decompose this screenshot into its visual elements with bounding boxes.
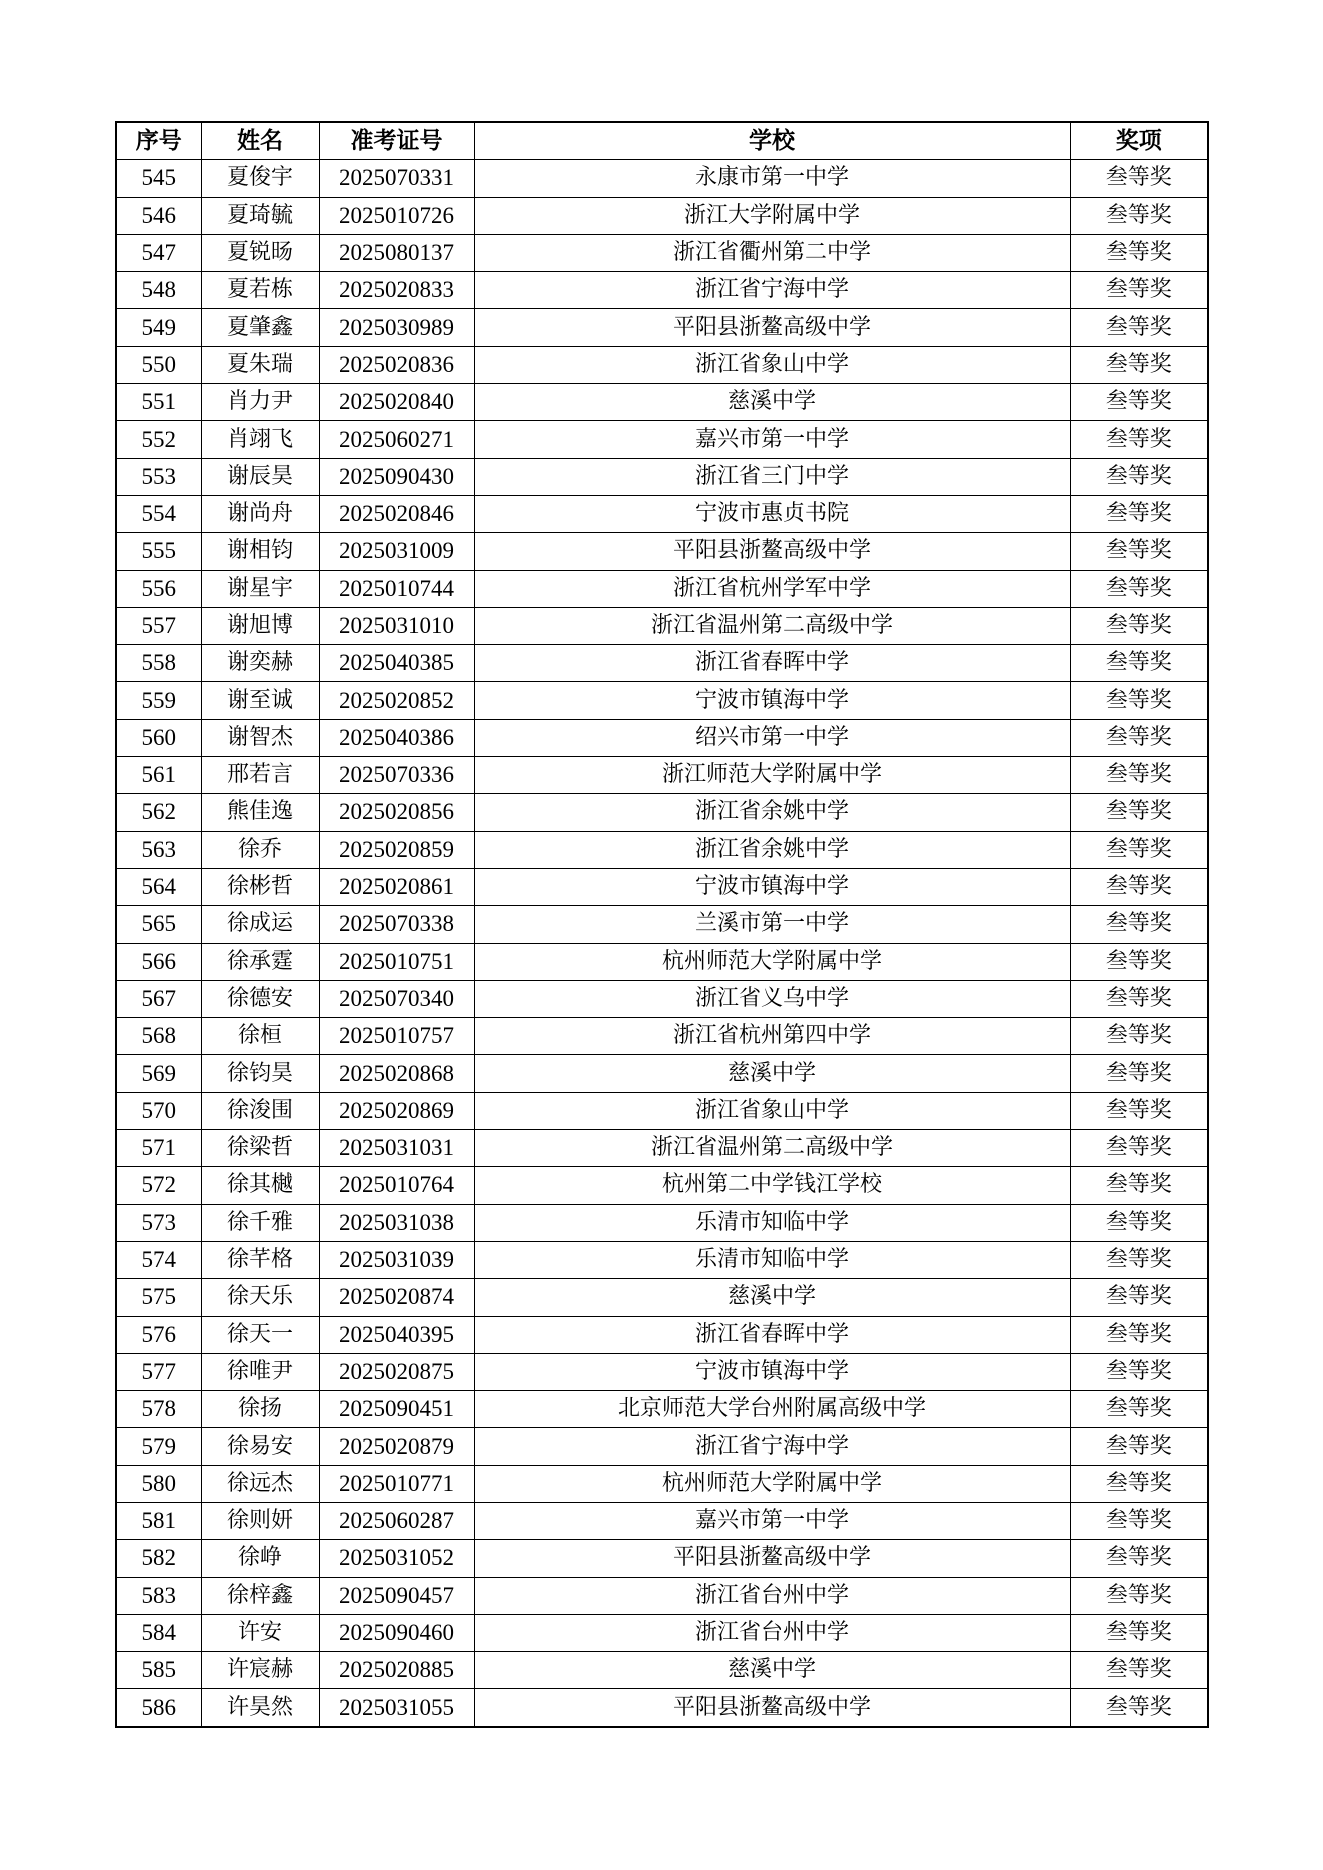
header-award: 奖项 bbox=[1070, 122, 1208, 160]
table-row bbox=[116, 421, 1208, 458]
cell-index: 551 bbox=[116, 384, 201, 421]
cell-exam-id: 2025040386 bbox=[319, 719, 474, 756]
cell-name: 夏若栋 bbox=[201, 272, 319, 309]
cell-school: 兰溪市第一中学 bbox=[474, 906, 1070, 943]
cell-award: 叁等奖 bbox=[1070, 1055, 1208, 1092]
cell-award: 叁等奖 bbox=[1070, 533, 1208, 570]
cell-exam-id: 2025020874 bbox=[319, 1279, 474, 1316]
cell-school: 浙江省义乌中学 bbox=[474, 980, 1070, 1017]
table-row bbox=[116, 1577, 1208, 1614]
cell-exam-id: 2025060271 bbox=[319, 421, 474, 458]
cell-school: 乐清市知临中学 bbox=[474, 1241, 1070, 1278]
cell-award: 叁等奖 bbox=[1070, 1614, 1208, 1651]
table-row bbox=[116, 197, 1208, 234]
cell-school: 慈溪中学 bbox=[474, 384, 1070, 421]
cell-name: 肖翊飞 bbox=[201, 421, 319, 458]
cell-award: 叁等奖 bbox=[1070, 458, 1208, 495]
cell-exam-id: 2025090451 bbox=[319, 1391, 474, 1428]
cell-award: 叁等奖 bbox=[1070, 1577, 1208, 1614]
cell-exam-id: 2025020859 bbox=[319, 831, 474, 868]
cell-name: 徐成运 bbox=[201, 906, 319, 943]
cell-award: 叁等奖 bbox=[1070, 309, 1208, 346]
table-row bbox=[116, 533, 1208, 570]
cell-name: 夏朱瑞 bbox=[201, 346, 319, 383]
table-row bbox=[116, 346, 1208, 383]
table-row bbox=[116, 1391, 1208, 1428]
cell-index: 584 bbox=[116, 1614, 201, 1651]
cell-exam-id: 2025010751 bbox=[319, 943, 474, 980]
table-row bbox=[116, 831, 1208, 868]
cell-award: 叁等奖 bbox=[1070, 1540, 1208, 1577]
cell-school: 平阳县浙鳌高级中学 bbox=[474, 309, 1070, 346]
cell-school: 宁波市惠贞书院 bbox=[474, 495, 1070, 532]
table-row bbox=[116, 384, 1208, 421]
cell-school: 杭州师范大学附属中学 bbox=[474, 943, 1070, 980]
cell-school: 平阳县浙鳌高级中学 bbox=[474, 1689, 1070, 1727]
cell-index: 581 bbox=[116, 1502, 201, 1539]
table-row bbox=[116, 1465, 1208, 1502]
cell-index: 567 bbox=[116, 980, 201, 1017]
cell-name: 夏琦毓 bbox=[201, 197, 319, 234]
cell-name: 徐易安 bbox=[201, 1428, 319, 1465]
cell-school: 宁波市镇海中学 bbox=[474, 682, 1070, 719]
cell-name: 谢智杰 bbox=[201, 719, 319, 756]
cell-index: 555 bbox=[116, 533, 201, 570]
cell-award: 叁等奖 bbox=[1070, 1130, 1208, 1167]
table-row bbox=[116, 272, 1208, 309]
cell-award: 叁等奖 bbox=[1070, 1316, 1208, 1353]
cell-exam-id: 2025080137 bbox=[319, 234, 474, 271]
cell-exam-id: 2025020868 bbox=[319, 1055, 474, 1092]
cell-award: 叁等奖 bbox=[1070, 682, 1208, 719]
cell-award: 叁等奖 bbox=[1070, 384, 1208, 421]
cell-award: 叁等奖 bbox=[1070, 421, 1208, 458]
cell-exam-id: 2025020885 bbox=[319, 1652, 474, 1689]
cell-school: 嘉兴市第一中学 bbox=[474, 421, 1070, 458]
cell-exam-id: 2025010744 bbox=[319, 570, 474, 607]
cell-school: 慈溪中学 bbox=[474, 1055, 1070, 1092]
cell-school: 浙江省象山中学 bbox=[474, 346, 1070, 383]
cell-name: 徐乔 bbox=[201, 831, 319, 868]
cell-exam-id: 2025020840 bbox=[319, 384, 474, 421]
cell-school: 慈溪中学 bbox=[474, 1652, 1070, 1689]
cell-index: 575 bbox=[116, 1279, 201, 1316]
cell-school: 嘉兴市第一中学 bbox=[474, 1502, 1070, 1539]
cell-exam-id: 2025090460 bbox=[319, 1614, 474, 1651]
cell-school: 慈溪中学 bbox=[474, 1279, 1070, 1316]
table-row bbox=[116, 570, 1208, 607]
cell-index: 579 bbox=[116, 1428, 201, 1465]
cell-award: 叁等奖 bbox=[1070, 1167, 1208, 1204]
cell-index: 582 bbox=[116, 1540, 201, 1577]
cell-exam-id: 2025031038 bbox=[319, 1204, 474, 1241]
cell-index: 562 bbox=[116, 794, 201, 831]
table-row bbox=[116, 1614, 1208, 1651]
table-row bbox=[116, 1092, 1208, 1129]
header-index: 序号 bbox=[116, 122, 201, 160]
table-row bbox=[116, 1652, 1208, 1689]
cell-school: 绍兴市第一中学 bbox=[474, 719, 1070, 756]
cell-school: 浙江省杭州第四中学 bbox=[474, 1018, 1070, 1055]
cell-name: 徐钧昊 bbox=[201, 1055, 319, 1092]
cell-index: 573 bbox=[116, 1204, 201, 1241]
cell-name: 徐彬哲 bbox=[201, 868, 319, 905]
cell-school: 宁波市镇海中学 bbox=[474, 868, 1070, 905]
cell-name: 谢至诚 bbox=[201, 682, 319, 719]
cell-award: 叁等奖 bbox=[1070, 1428, 1208, 1465]
table-row bbox=[116, 160, 1208, 197]
cell-award: 叁等奖 bbox=[1070, 757, 1208, 794]
cell-name: 谢旭博 bbox=[201, 607, 319, 644]
cell-exam-id: 2025020875 bbox=[319, 1353, 474, 1390]
cell-name: 徐梓鑫 bbox=[201, 1577, 319, 1614]
table-row bbox=[116, 906, 1208, 943]
cell-school: 永康市第一中学 bbox=[474, 160, 1070, 197]
cell-name: 徐德安 bbox=[201, 980, 319, 1017]
table-row bbox=[116, 458, 1208, 495]
cell-index: 560 bbox=[116, 719, 201, 756]
cell-exam-id: 2025031039 bbox=[319, 1241, 474, 1278]
cell-index: 577 bbox=[116, 1353, 201, 1390]
cell-name: 夏肇鑫 bbox=[201, 309, 319, 346]
cell-name: 许宸赫 bbox=[201, 1652, 319, 1689]
cell-index: 566 bbox=[116, 943, 201, 980]
cell-exam-id: 2025010757 bbox=[319, 1018, 474, 1055]
cell-name: 夏俊宇 bbox=[201, 160, 319, 197]
cell-exam-id: 2025020852 bbox=[319, 682, 474, 719]
table-row bbox=[116, 1241, 1208, 1278]
cell-school: 浙江师范大学附属中学 bbox=[474, 757, 1070, 794]
cell-index: 570 bbox=[116, 1092, 201, 1129]
cell-school: 乐清市知临中学 bbox=[474, 1204, 1070, 1241]
table-row bbox=[116, 794, 1208, 831]
cell-index: 546 bbox=[116, 197, 201, 234]
cell-exam-id: 2025040385 bbox=[319, 645, 474, 682]
table-row bbox=[116, 719, 1208, 756]
cell-award: 叁等奖 bbox=[1070, 1279, 1208, 1316]
cell-award: 叁等奖 bbox=[1070, 980, 1208, 1017]
cell-name: 谢尚舟 bbox=[201, 495, 319, 532]
table-row bbox=[116, 682, 1208, 719]
cell-school: 浙江省宁海中学 bbox=[474, 272, 1070, 309]
cell-school: 浙江省三门中学 bbox=[474, 458, 1070, 495]
cell-name: 徐其樾 bbox=[201, 1167, 319, 1204]
table-body bbox=[116, 160, 1208, 1727]
cell-index: 558 bbox=[116, 645, 201, 682]
cell-exam-id: 2025070331 bbox=[319, 160, 474, 197]
cell-award: 叁等奖 bbox=[1070, 1502, 1208, 1539]
cell-name: 谢相钧 bbox=[201, 533, 319, 570]
cell-index: 565 bbox=[116, 906, 201, 943]
cell-school: 浙江省春晖中学 bbox=[474, 645, 1070, 682]
cell-index: 585 bbox=[116, 1652, 201, 1689]
cell-school: 杭州师范大学附属中学 bbox=[474, 1465, 1070, 1502]
cell-award: 叁等奖 bbox=[1070, 234, 1208, 271]
cell-name: 邢若言 bbox=[201, 757, 319, 794]
cell-exam-id: 2025031010 bbox=[319, 607, 474, 644]
cell-award: 叁等奖 bbox=[1070, 1391, 1208, 1428]
cell-award: 叁等奖 bbox=[1070, 1652, 1208, 1689]
cell-school: 浙江省象山中学 bbox=[474, 1092, 1070, 1129]
table-row bbox=[116, 1689, 1208, 1727]
cell-award: 叁等奖 bbox=[1070, 868, 1208, 905]
cell-index: 556 bbox=[116, 570, 201, 607]
cell-index: 559 bbox=[116, 682, 201, 719]
cell-award: 叁等奖 bbox=[1070, 943, 1208, 980]
header-row bbox=[116, 122, 1208, 160]
cell-award: 叁等奖 bbox=[1070, 1204, 1208, 1241]
cell-award: 叁等奖 bbox=[1070, 906, 1208, 943]
cell-award: 叁等奖 bbox=[1070, 160, 1208, 197]
table-row bbox=[116, 1540, 1208, 1577]
cell-school: 平阳县浙鳌高级中学 bbox=[474, 533, 1070, 570]
cell-school: 浙江省余姚中学 bbox=[474, 831, 1070, 868]
cell-exam-id: 2025031031 bbox=[319, 1130, 474, 1167]
cell-index: 545 bbox=[116, 160, 201, 197]
cell-exam-id: 2025010764 bbox=[319, 1167, 474, 1204]
cell-index: 578 bbox=[116, 1391, 201, 1428]
cell-exam-id: 2025070336 bbox=[319, 757, 474, 794]
cell-award: 叁等奖 bbox=[1070, 831, 1208, 868]
cell-exam-id: 2025090457 bbox=[319, 1577, 474, 1614]
table-row bbox=[116, 309, 1208, 346]
cell-index: 547 bbox=[116, 234, 201, 271]
cell-award: 叁等奖 bbox=[1070, 1018, 1208, 1055]
cell-name: 徐扬 bbox=[201, 1391, 319, 1428]
table-row bbox=[116, 1428, 1208, 1465]
table-row bbox=[116, 1353, 1208, 1390]
table-row bbox=[116, 1316, 1208, 1353]
cell-exam-id: 2025030989 bbox=[319, 309, 474, 346]
cell-award: 叁等奖 bbox=[1070, 794, 1208, 831]
cell-name: 许昊然 bbox=[201, 1689, 319, 1727]
table-row bbox=[116, 234, 1208, 271]
cell-award: 叁等奖 bbox=[1070, 570, 1208, 607]
cell-school: 浙江省温州第二高级中学 bbox=[474, 607, 1070, 644]
cell-index: 580 bbox=[116, 1465, 201, 1502]
cell-index: 563 bbox=[116, 831, 201, 868]
cell-award: 叁等奖 bbox=[1070, 607, 1208, 644]
cell-exam-id: 2025070340 bbox=[319, 980, 474, 1017]
cell-award: 叁等奖 bbox=[1070, 272, 1208, 309]
cell-exam-id: 2025070338 bbox=[319, 906, 474, 943]
table-row bbox=[116, 868, 1208, 905]
table-row bbox=[116, 645, 1208, 682]
table-row bbox=[116, 1167, 1208, 1204]
award-table bbox=[115, 121, 1209, 1728]
cell-exam-id: 2025020879 bbox=[319, 1428, 474, 1465]
cell-name: 徐唯尹 bbox=[201, 1353, 319, 1390]
table-row bbox=[116, 943, 1208, 980]
header-school: 学校 bbox=[474, 122, 1070, 160]
cell-index: 568 bbox=[116, 1018, 201, 1055]
cell-exam-id: 2025010771 bbox=[319, 1465, 474, 1502]
cell-name: 徐芊格 bbox=[201, 1241, 319, 1278]
table-row bbox=[116, 1502, 1208, 1539]
cell-award: 叁等奖 bbox=[1070, 645, 1208, 682]
cell-index: 553 bbox=[116, 458, 201, 495]
table-row bbox=[116, 495, 1208, 532]
cell-exam-id: 2025020836 bbox=[319, 346, 474, 383]
cell-school: 杭州第二中学钱江学校 bbox=[474, 1167, 1070, 1204]
table-row bbox=[116, 1018, 1208, 1055]
table-row bbox=[116, 757, 1208, 794]
cell-school: 浙江省宁海中学 bbox=[474, 1428, 1070, 1465]
cell-name: 徐则妍 bbox=[201, 1502, 319, 1539]
cell-name: 徐浚围 bbox=[201, 1092, 319, 1129]
cell-school: 浙江省余姚中学 bbox=[474, 794, 1070, 831]
cell-name: 许安 bbox=[201, 1614, 319, 1651]
header-name: 姓名 bbox=[201, 122, 319, 160]
cell-school: 北京师范大学台州附属高级中学 bbox=[474, 1391, 1070, 1428]
cell-name: 夏锐旸 bbox=[201, 234, 319, 271]
table-row bbox=[116, 607, 1208, 644]
cell-exam-id: 2025040395 bbox=[319, 1316, 474, 1353]
cell-award: 叁等奖 bbox=[1070, 197, 1208, 234]
table-row bbox=[116, 1130, 1208, 1167]
cell-name: 谢奕赫 bbox=[201, 645, 319, 682]
cell-name: 肖力尹 bbox=[201, 384, 319, 421]
cell-award: 叁等奖 bbox=[1070, 1689, 1208, 1727]
cell-name: 谢辰昊 bbox=[201, 458, 319, 495]
cell-name: 徐承霆 bbox=[201, 943, 319, 980]
cell-school: 浙江省台州中学 bbox=[474, 1577, 1070, 1614]
cell-name: 谢星宇 bbox=[201, 570, 319, 607]
cell-index: 569 bbox=[116, 1055, 201, 1092]
cell-exam-id: 2025020833 bbox=[319, 272, 474, 309]
cell-index: 548 bbox=[116, 272, 201, 309]
cell-index: 571 bbox=[116, 1130, 201, 1167]
cell-name: 徐天一 bbox=[201, 1316, 319, 1353]
cell-school: 平阳县浙鳌高级中学 bbox=[474, 1540, 1070, 1577]
cell-index: 561 bbox=[116, 757, 201, 794]
table-row bbox=[116, 980, 1208, 1017]
cell-index: 552 bbox=[116, 421, 201, 458]
cell-award: 叁等奖 bbox=[1070, 1465, 1208, 1502]
cell-award: 叁等奖 bbox=[1070, 346, 1208, 383]
cell-index: 586 bbox=[116, 1689, 201, 1727]
cell-name: 徐峥 bbox=[201, 1540, 319, 1577]
cell-name: 徐远杰 bbox=[201, 1465, 319, 1502]
cell-index: 574 bbox=[116, 1241, 201, 1278]
cell-name: 徐桓 bbox=[201, 1018, 319, 1055]
table-row bbox=[116, 1204, 1208, 1241]
cell-index: 550 bbox=[116, 346, 201, 383]
cell-index: 572 bbox=[116, 1167, 201, 1204]
cell-exam-id: 2025090430 bbox=[319, 458, 474, 495]
cell-index: 557 bbox=[116, 607, 201, 644]
cell-index: 554 bbox=[116, 495, 201, 532]
table-row bbox=[116, 1055, 1208, 1092]
cell-award: 叁等奖 bbox=[1070, 495, 1208, 532]
cell-exam-id: 2025031055 bbox=[319, 1689, 474, 1727]
cell-school: 浙江省春晖中学 bbox=[474, 1316, 1070, 1353]
cell-name: 熊佳逸 bbox=[201, 794, 319, 831]
cell-exam-id: 2025060287 bbox=[319, 1502, 474, 1539]
cell-name: 徐天乐 bbox=[201, 1279, 319, 1316]
cell-name: 徐梁哲 bbox=[201, 1130, 319, 1167]
cell-exam-id: 2025020856 bbox=[319, 794, 474, 831]
header-exam-id: 准考证号 bbox=[319, 122, 474, 160]
cell-school: 浙江省衢州第二中学 bbox=[474, 234, 1070, 271]
cell-school: 浙江省台州中学 bbox=[474, 1614, 1070, 1651]
cell-index: 549 bbox=[116, 309, 201, 346]
cell-school: 宁波市镇海中学 bbox=[474, 1353, 1070, 1390]
cell-exam-id: 2025031009 bbox=[319, 533, 474, 570]
cell-school: 浙江省杭州学军中学 bbox=[474, 570, 1070, 607]
cell-exam-id: 2025020846 bbox=[319, 495, 474, 532]
cell-exam-id: 2025010726 bbox=[319, 197, 474, 234]
cell-award: 叁等奖 bbox=[1070, 1092, 1208, 1129]
cell-index: 576 bbox=[116, 1316, 201, 1353]
table-row bbox=[116, 1279, 1208, 1316]
cell-index: 564 bbox=[116, 868, 201, 905]
cell-exam-id: 2025020861 bbox=[319, 868, 474, 905]
cell-exam-id: 2025020869 bbox=[319, 1092, 474, 1129]
cell-name: 徐千雅 bbox=[201, 1204, 319, 1241]
cell-award: 叁等奖 bbox=[1070, 1241, 1208, 1278]
cell-award: 叁等奖 bbox=[1070, 1353, 1208, 1390]
cell-award: 叁等奖 bbox=[1070, 719, 1208, 756]
cell-exam-id: 2025031052 bbox=[319, 1540, 474, 1577]
cell-index: 583 bbox=[116, 1577, 201, 1614]
cell-school: 浙江省温州第二高级中学 bbox=[474, 1130, 1070, 1167]
cell-school: 浙江大学附属中学 bbox=[474, 197, 1070, 234]
